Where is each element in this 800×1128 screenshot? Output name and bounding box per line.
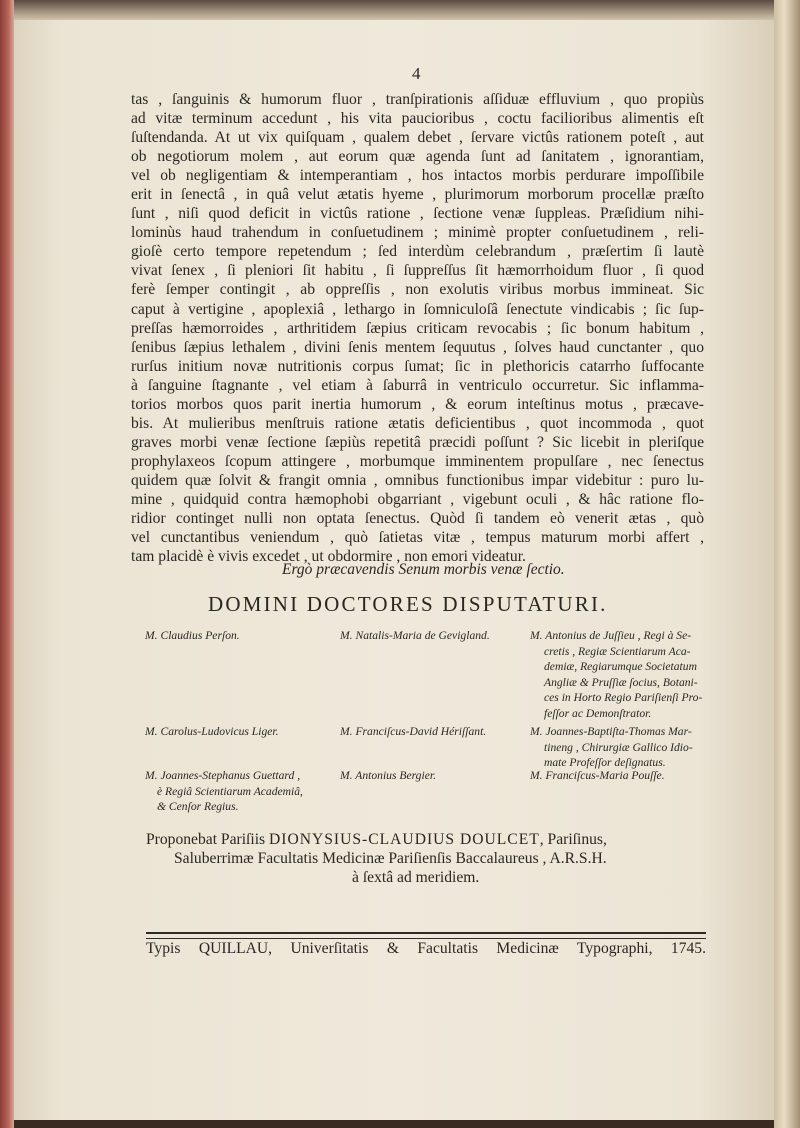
doctor-line: feſſor ac Demonſtrator. [544,706,652,720]
book-right-edge [774,0,800,1128]
doctor-line: M. Natalis-Maria de Gevigland. [340,629,490,642]
doctor-entry [145,724,279,740]
body-line: torios morbos quos parit inertia humorum , & eorum inteſtinus motus , præcave- [131,395,704,413]
body-line: ob negotiorum molem , aut eorum quæ agenda ſunt ad ſanitatem , ignorantiam, [131,148,704,166]
body-line: lominùs haud trahendum in conſuetudinem ; minimè propter conſuetudinem , reli- [131,224,704,242]
page-number: 4 [412,64,421,83]
doctor-line: M. Franciſcus-David Hériſſant. [340,725,487,738]
book-top-edge [0,0,800,22]
body-line: rurſus initium novæ nutritionis corpus ſumat; ſic in plethoricis catarrho ſuffocante [131,357,704,375]
printer-imprint: Typis QUILLAU, Univerſitatis & Facultatis Medicinæ Typographi, 1745. [146,940,706,957]
doctor-line: Angliæ & Pruſſiæ ſocius, Botani- [544,675,698,689]
doctor-entry [340,628,490,644]
proponent-name: DIONYSIUS-CLAUDIUS DOULCET [269,831,540,848]
body-line: tam placidè è vivis excedet , ut obdormire , non emori videatur. [131,548,526,566]
body-line: ſunt , niſi quod deficit in victûs ratione , ſectione venæ ſuppleas. Præſidium nihi- [131,205,704,223]
proponent-origin: , Pariſinus, [539,831,607,848]
doctor-line: M. Franciſcus-Maria Pouſſe. [530,769,665,782]
body-line: vivat ſenex , ſi pleniori ſit habitu , ſi ſuppreſſus ſit hæmorrhoidum fluor , ſi quod [131,262,704,280]
body-line: erit in ſenectâ , in quâ velut ætatis hyeme , plurimorum morborum procellæ præſto [131,186,704,204]
doctor-line: è Regiâ Scientiarum Academiâ, [157,784,303,798]
doctor-line: M. Claudius Perſon. [145,629,240,642]
doctor-line: cretis , Regiæ Scientiarum Aca- [544,644,691,658]
body-line: tas , ſanguinis & humorum fluor , tranſpirationis aſſiduæ effluvium , quo propiùs [131,91,704,108]
body-line: ſenibus ſæpius lethalem , divini ſenis mentem ſequutus , ſolves haud cunctanter , quo [131,338,704,356]
body-line: vel cunctantibus veniendum , quò ſatietas vitæ , tempus maturum morbi affert , [131,529,704,547]
doctor-line: M. Antonius de Juſſieu , Regi à Se- [530,629,692,642]
body-line: preſſas hæmorroides , arthritidem ſæpius criticam revocabis ; ſic bonum habitum , [131,319,704,337]
doctor-line: M. Joannes-Stephanus Guettard , [145,769,301,782]
proponent-block [146,830,706,887]
body-line: bis. At mulieribus menſtruis ratione ætatis deficientibus , quot incommoda , quot [131,414,704,432]
doctor-entry [530,768,665,784]
doctor-entry [340,768,436,784]
doctor-line: M. Antonius Bergier. [340,769,436,782]
doctor-line: M. Joannes-Baptiſta-Thomas Mar- [530,725,692,738]
proponent-intro: Proponebat Pariſiis [146,831,270,848]
body-line: prophylaxeos ſcopum attingere , morbumque imminentem propulſare , nec ſenectus [131,452,704,470]
doctor-entry [530,724,693,771]
body-line: quidem quæ ſolvit & frangit omnia , omnibus functionibus impar videbitur : puro lu- [131,471,704,489]
body-line: caput à vertigine , apoplexiâ , lethargo in ſomniculoſâ ſenectute vindicabis ; ſic ſup- [131,300,704,318]
conclusion: Ergò præcavendis Senum morbis venæ ſectio. [282,561,565,578]
body-line: gioſè certo tempore repetendum ; ſed interdùm celebrandum , præſertim ſi lautè [131,243,704,261]
body-line: à ſanguine ſtagnante , vel etiam à ſaburrâ in ventriculo occurretur. Sic inflamma- [131,376,704,394]
doctor-line: M. Carolus-Ludovicus Liger. [145,725,279,738]
body-line: vel ob negligentiam & intemperantiam , hos intactos morbis perdurare impoſſibile [131,167,704,185]
body-line: mine , quidquid contra hæmophobi obgarriant , vigebunt oculi , & hâc ratione flo- [131,490,704,508]
doctor-line: ces in Horto Regio Pariſienſi Pro- [544,691,703,705]
doctor-entry [530,628,702,722]
proponent-line [146,830,706,849]
doctor-entry [340,724,486,740]
proponent-line: Saluberrimæ Facultatis Medicinæ Pariſienſis Baccalaureus , A.R.S.H. [174,850,607,867]
body-line: graves morbi venæ ſectione ſæpiùs repetitâ præcidi poſſunt ? Sic licebit in pleriſque [131,433,704,451]
divider-rule [146,932,706,939]
body-line: ſuſtendanda. At ut vix quiſquam , qualem debet , ſervare victûs rationem poteſt , aut [131,129,704,147]
proponent-line: à ſextâ ad meridiem. [352,869,480,886]
doctor-line: tineng , Chirurgiæ Gallico Idio- [544,740,693,754]
body-line: ridior continget nulli non optata ſenectus. Quòd ſi tandem eò venerit ætas , quò [131,510,704,528]
doctor-entry [145,628,240,644]
doctors-list [0,628,800,818]
body-line: ad vitæ terminum accedunt , his vita paucioribus , coctu facilioribus alimentis eſt [131,110,704,128]
body-text [131,90,704,566]
doctor-line: & Cenſor Regius. [157,800,239,814]
book-left-edge [0,0,14,1128]
section-heading: DOMINI DOCTORES DISPUTATURI. [208,592,608,616]
doctor-line: mate Profeſſor deſignatus. [544,756,666,770]
doctor-line: demiæ, Regiarumque Societatum [544,660,697,674]
body-line: ferè ſemper contingit , ab oppreſſis , non exolutis viribus morbus immineat. Sic [131,281,704,299]
doctor-entry [145,768,303,815]
